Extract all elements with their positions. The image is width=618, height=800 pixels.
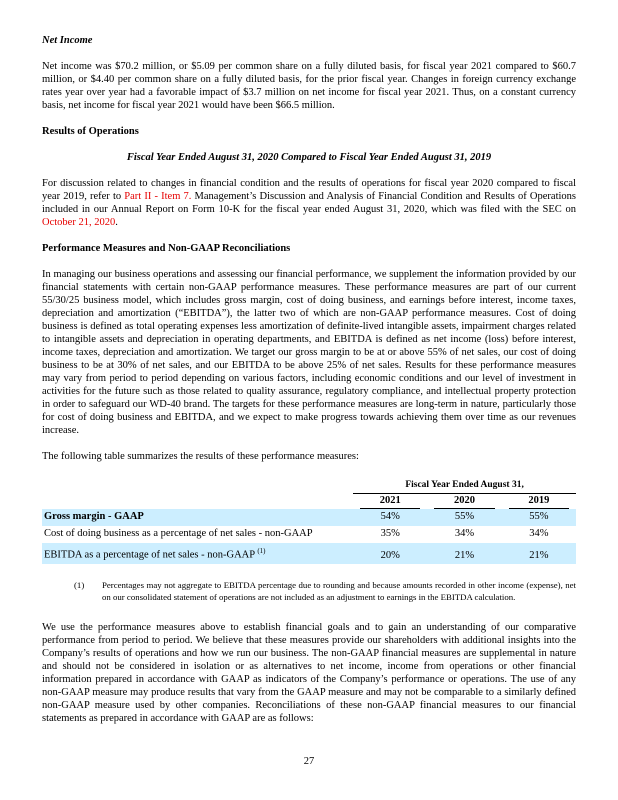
part-ii-item-7-link[interactable]: Part II - Item 7. bbox=[124, 191, 192, 202]
footnote bbox=[74, 580, 576, 603]
row-label bbox=[42, 543, 353, 565]
paragraph-text: . bbox=[115, 217, 118, 228]
table-intro: The following table summarizes the results of these performance measures: bbox=[42, 451, 359, 462]
row-label: Cost of doing business as a percentage of net sales - non-GAAP bbox=[44, 528, 313, 539]
performance-measures-table bbox=[42, 476, 576, 564]
filing-date-link[interactable]: October 21, 2020 bbox=[42, 217, 116, 228]
cell-value: 34% bbox=[529, 528, 549, 539]
column-header-2019: 2019 bbox=[509, 495, 569, 509]
cell-value: 55% bbox=[502, 509, 576, 526]
empty-cell bbox=[42, 476, 353, 493]
fiscal-year-comparison-subheading: Fiscal Year Ended August 31, 2020 Compared to Fiscal Year Ended August 31, 2019 bbox=[126, 152, 492, 163]
table-span-header: Fiscal Year Ended August 31, bbox=[353, 476, 576, 493]
cell-value: 21% bbox=[502, 543, 576, 565]
paragraph-text: Management’s Discussion and Analysis of Financial Condition and Results of Operations included in our Annual Report on Form 10-K for the fiscal year ended August 31, 2020, which was filed with the SEC on bbox=[42, 191, 576, 215]
results-of-operations-heading: Results of Operations bbox=[42, 126, 139, 137]
paragraph-text: For discussion related to changes in financial condition and the results of operations for fiscal year 2020 compared to fiscal year 2019, refer to bbox=[42, 178, 576, 202]
footnote-marker: (1) bbox=[74, 580, 85, 590]
table-span-header-row bbox=[42, 476, 576, 493]
cell-value: 35% bbox=[380, 528, 400, 539]
cell-value: 55% bbox=[427, 509, 501, 526]
results-of-operations-paragraph bbox=[42, 177, 576, 229]
table-row-gross-margin bbox=[42, 509, 576, 526]
table-row-ebitda bbox=[42, 543, 576, 565]
page-number: 27 bbox=[303, 756, 315, 767]
column-header-2020: 2020 bbox=[434, 495, 494, 509]
column-header-2021: 2021 bbox=[360, 495, 420, 509]
table-row-cost-of-doing-business bbox=[42, 526, 576, 543]
cell-value: 54% bbox=[353, 509, 427, 526]
usage-paragraph: We use the performance measures above to establish financial goals and to gain an understanding of our comparative performance from period to period. We believe that these measures provide our shareholders with additional insights into the Company’s results of operations and how we run our business. The non-GAAP financial measures are supplemental in nature and should not be considered in isolation or as alternatives to net income, income from operations or other financial information prepared in accordance with GAAP as indicators of the Company’s performance or operations. The use of any non-GAAP measure may produce results that vary from the GAAP measure and may not be comparable to a similarly defined non-GAAP measure used by other companies. Reconciliations of these non-GAAP financial measures to our financial statements as prepared in accordance with GAAP are as follows: bbox=[42, 622, 576, 724]
net-income-paragraph: Net income was $70.2 million, or $5.09 per common share on a fully diluted basis, for fiscal year 2021 compared to $60.7 million, or $4.40 per common share on a fully diluted basis, for the prior fiscal year. Changes in foreign currency exchange rates year over year had a favorable impact of $3.7 million on net income for fiscal year 2021. Thus, on a constant currency basis, net income for fiscal year 2021 would have been $66.5 million. bbox=[42, 61, 576, 111]
performance-measures-paragraph: In managing our business operations and assessing our financial performance, we supplement the information provided by our financial statements with certain non-GAAP performance measures. These performance measures are part of our current 55/30/25 business model, which includes gross margin, cost of doing business, and earnings before interest, income taxes, depreciation and amortization (“EBITDA”), the latter two of which are non-GAAP performance measures. Cost of doing business is defined as total operating expenses less amortization of definite-lived intangible assets, impairment charges related to intangible assets and depreciation in operating departments, and EBITDA is defined as net income (loss) before interest, income taxes, depreciation and amortization. We target our gross margin to be at or above 55% of net sales, our cost of doing business to be at 30% of net sales, and our EBITDA to be above 25% of net sales. Results for these performance measures may vary from period to period depending on various factors, including economic conditions and our level of investment in activities for the future such as those related to quality assurance, regulatory compliance, and intellectual property protection in order to safeguard our WD-40 brand. The targets for these performance measures are long-term in nature, particularly those for cost of doing business and EBITDA, and we expect to make progress towards achieving them over time as our revenues increase. bbox=[42, 269, 576, 436]
row-label-text: EBITDA as a percentage of net sales - non-GAAP bbox=[44, 549, 255, 561]
cell-value: 20% bbox=[353, 543, 427, 565]
footnote-ref: (1) bbox=[257, 547, 266, 555]
performance-measures-heading: Performance Measures and Non-GAAP Reconciliations bbox=[42, 243, 291, 254]
footnote-text: Percentages may not aggregate to EBITDA percentage due to rounding and because amounts recorded in other income (expense), net on our consolidated statement of operations are not included as an adjustment to earnings in the EBITDA calculation. bbox=[102, 580, 576, 602]
net-income-heading: Net Income bbox=[42, 35, 93, 46]
table-year-header-row bbox=[42, 493, 576, 509]
row-label: Gross margin - GAAP bbox=[42, 509, 353, 526]
empty-cell bbox=[42, 493, 353, 509]
cell-value: 21% bbox=[427, 543, 501, 565]
cell-value: 34% bbox=[454, 528, 475, 539]
